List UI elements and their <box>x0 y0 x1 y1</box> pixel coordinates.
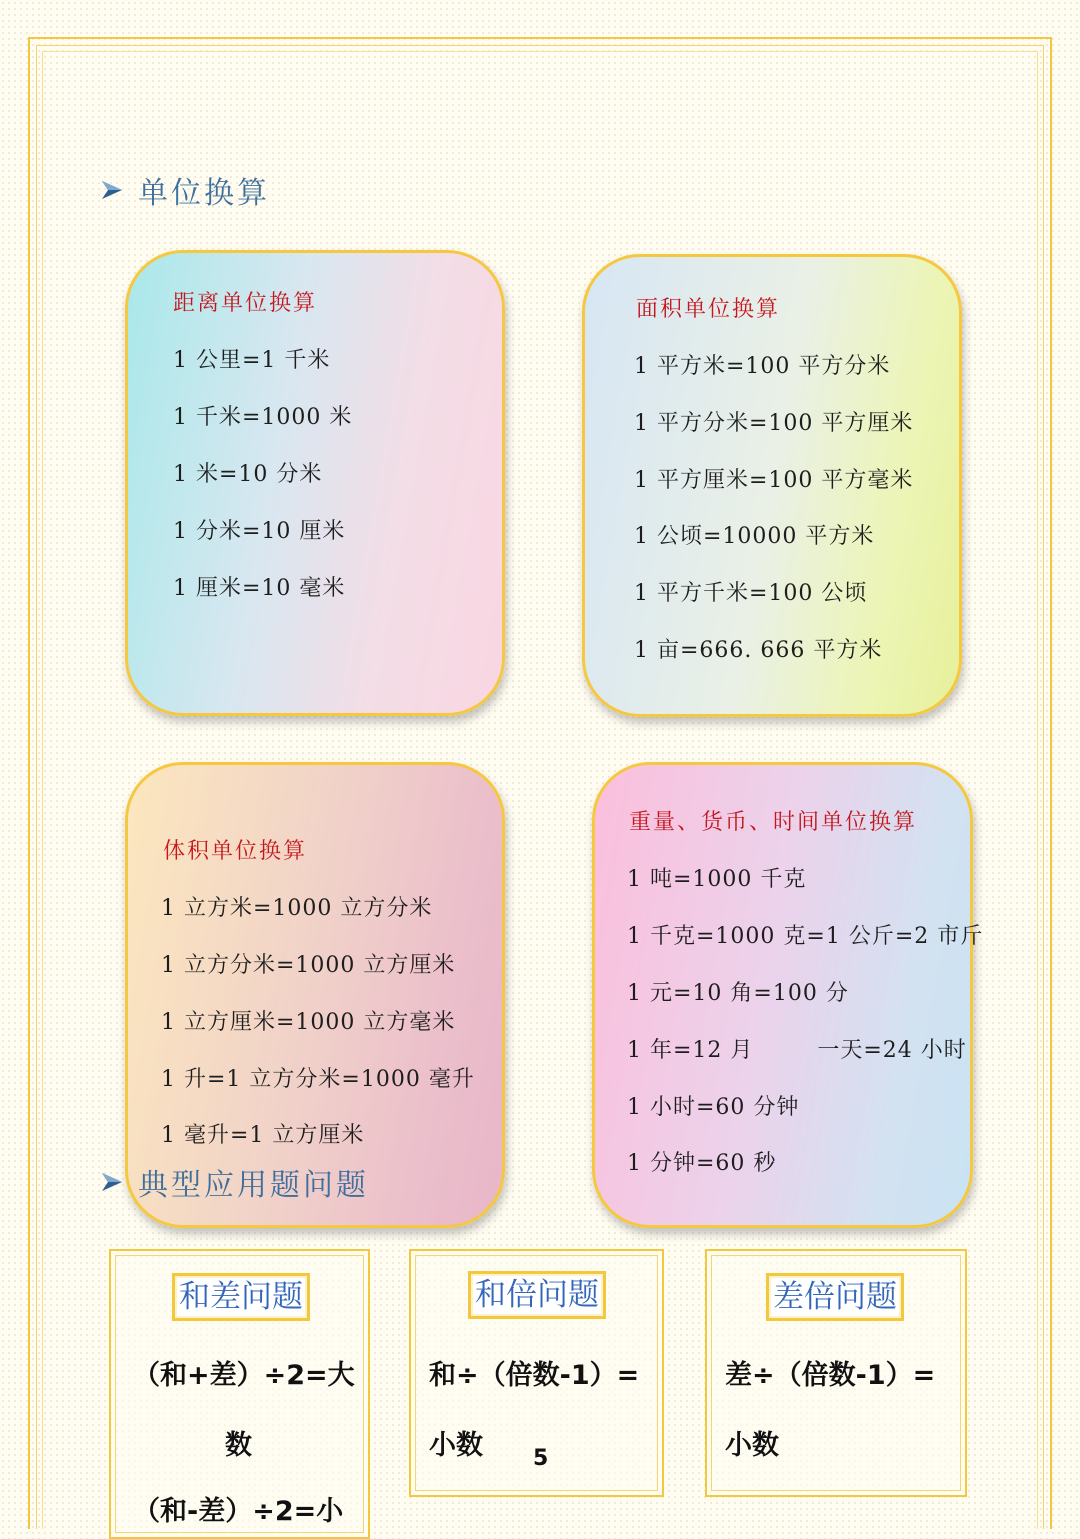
formula-line: （和-差）÷2=小 <box>133 1496 344 1527</box>
conversion-line: 1 平方米=100 平方分米 <box>634 354 891 379</box>
arrow-icon <box>100 178 124 202</box>
conversion-line: 1 元=10 角=100 分 <box>627 981 849 1006</box>
formula-line: 差÷（倍数-1）= <box>725 1360 936 1391</box>
section-title: 单位换算 <box>138 176 270 211</box>
conversion-line: 1 立方厘米=1000 立方毫米 <box>161 1010 456 1035</box>
volume-conversion-card <box>125 762 505 1228</box>
arrow-icon <box>100 1170 124 1194</box>
conversion-line: 1 年=12 月 一天=24 小时 <box>627 1038 967 1063</box>
section-heading-unit-conversion <box>100 168 270 212</box>
conversion-line: 1 吨=1000 千克 <box>627 867 807 892</box>
card-title: 距离单位换算 <box>173 291 318 316</box>
conversion-line: 1 小时=60 分钟 <box>627 1095 800 1120</box>
conversion-line: 1 千米=1000 米 <box>173 405 353 430</box>
page-number: 5 <box>533 1446 549 1471</box>
formula-line: （和+差）÷2=大 <box>133 1360 355 1391</box>
box-title: 和差问题 <box>172 1273 310 1321</box>
conversion-line: 1 米=10 分米 <box>173 462 323 487</box>
sum-difference-box <box>109 1249 370 1539</box>
card-title: 体积单位换算 <box>163 839 308 864</box>
section-heading-word-problems <box>100 1160 369 1204</box>
conversion-line: 1 升=1 立方分米=1000 毫升 <box>161 1067 475 1092</box>
conversion-line: 1 分钟=60 秒 <box>627 1151 777 1176</box>
conversion-line: 1 毫升=1 立方厘米 <box>161 1123 365 1148</box>
conversion-line: 1 公里=1 千米 <box>173 348 331 373</box>
formula-line: 和÷（倍数-1）= <box>429 1360 640 1391</box>
conversion-line: 1 千克=1000 克=1 公斤=2 市斤 <box>627 924 984 949</box>
difference-multiple-box <box>705 1249 967 1497</box>
conversion-line: 1 平方厘米=100 平方毫米 <box>634 468 914 493</box>
conversion-line: 1 平方分米=100 平方厘米 <box>634 411 914 436</box>
conversion-line: 1 立方米=1000 立方分米 <box>161 896 433 921</box>
formula-line: 小数 <box>429 1430 483 1461</box>
distance-conversion-card <box>125 250 505 716</box>
card-title: 面积单位换算 <box>636 297 781 322</box>
box-title: 差倍问题 <box>766 1273 904 1321</box>
conversion-line: 1 公顷=10000 平方米 <box>634 524 875 549</box>
conversion-line: 1 分米=10 厘米 <box>173 519 346 544</box>
area-conversion-card <box>582 254 962 717</box>
conversion-line: 1 立方分米=1000 立方厘米 <box>161 953 456 978</box>
section-title: 典型应用题问题 <box>138 1168 369 1203</box>
conversion-line: 1 厘米=10 毫米 <box>173 576 346 601</box>
weight-currency-time-card <box>592 762 984 1228</box>
formula-line: 小数 <box>725 1430 779 1461</box>
card-title: 重量、货币、时间单位换算 <box>629 810 918 835</box>
box-title: 和倍问题 <box>468 1271 606 1319</box>
formula-line: 数 <box>225 1430 252 1461</box>
conversion-line: 1 亩=666. 666 平方米 <box>634 638 883 663</box>
conversion-line: 1 平方千米=100 公顷 <box>634 581 868 606</box>
